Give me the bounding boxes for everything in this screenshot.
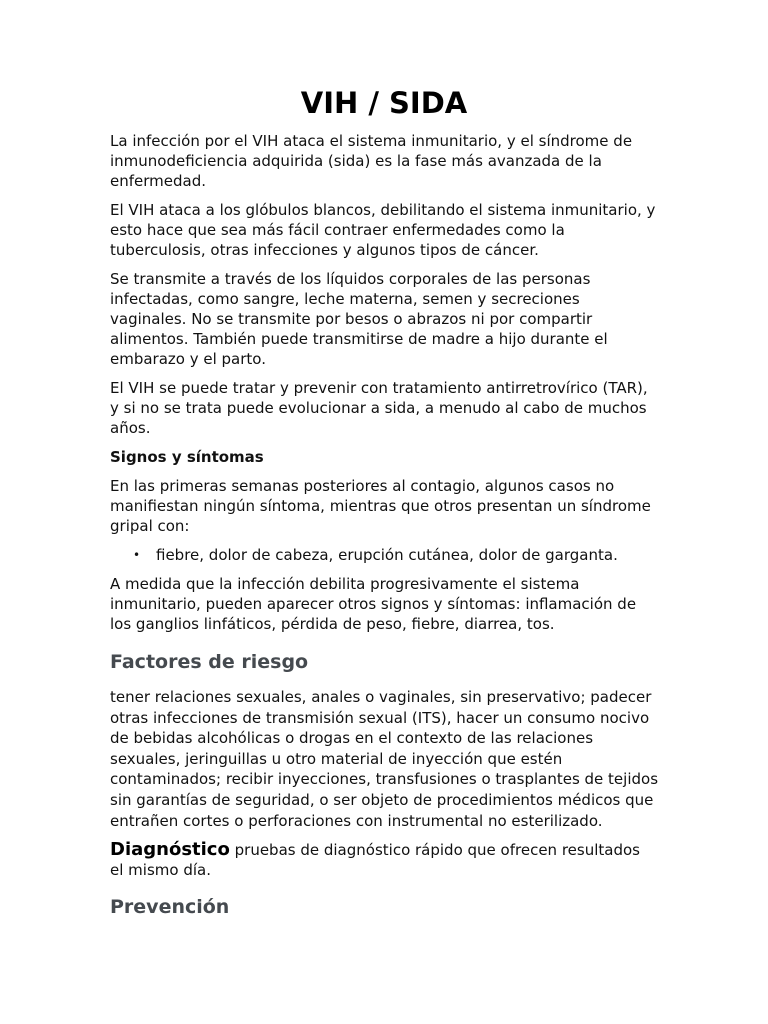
paragraph-intro-2: El VIH ataca a los glóbulos blancos, debilitando el sistema inmunitario, y esto hace que sea más fácil contraer enfermedades como la tuberculosis, otras infecciones y algunos tipos de cáncer.	[110, 201, 656, 259]
signs-intro-paragraph: En las primeras semanas posteriores al contagio, algunos casos no manifiestan ningún síntoma, mientras que otros presentan un síndrome gripal con:	[110, 477, 651, 535]
signs-heading: Signos y síntomas	[110, 448, 264, 466]
paragraph-intro-3: Se transmite a través de los líquidos corporales de las personas infectadas, como sangre, leche materna, semen y secreciones vaginales. No se transmite por besos o abrazos ni por compartir alimentos. También puede transmitirse de madre a hijo durante el embarazo y el parto.	[110, 270, 608, 368]
diagnosis-term: Diagnóstico	[110, 839, 230, 861]
paragraph-intro-1: La infección por el VIH ataca el sistema inmunitario, y el síndrome de inmunodeficiencia adquirida (sida) es la fase más avanzada de la enfermedad.	[110, 132, 633, 190]
risk-factors-heading: Factores de riesgo	[110, 651, 309, 673]
risk-factors-paragraph: tener relaciones sexuales, anales o vaginales, sin preservativo; padecer otras infecciones de transmisión sexual (ITS), hacer un consumo nocivo de bebidas alcohólicas o drogas en el contexto de las relaciones sexuales, jeringuillas u otro material de inyección que estén contaminados; recibir inyecciones, transfusiones o trasplantes de tejidos sin garantías de seguridad, o ser objeto de procedimientos médicos que entrañen cortes o perforaciones con instrumental no esterilizado.	[110, 688, 659, 830]
symptoms-list	[110, 545, 658, 565]
document-title: VIH / SIDA	[300, 86, 468, 120]
signs-after-paragraph: A medida que la infección debilita progresivamente el sistema inmunitario, pueden aparecer otros signos y síntomas: inflamación de los ganglios linfáticos, pérdida de peso, fiebre, diarrea, tos.	[110, 575, 637, 633]
list-item	[133, 545, 658, 565]
bullet-icon: •	[133, 548, 141, 562]
diagnosis-paragraph	[110, 840, 658, 880]
list-item-text: fiebre, dolor de cabeza, erupción cutánea, dolor de garganta.	[156, 546, 618, 564]
prevention-heading: Prevención	[110, 896, 230, 919]
diagnosis-text: pruebas de diagnóstico rápido que ofrecen resultados el mismo día.	[110, 841, 640, 880]
paragraph-intro-4: El VIH se puede tratar y prevenir con tratamiento antirretrovírico (TAR), y si no se trata puede evolucionar a sida, a menudo al cabo de muchos años.	[110, 379, 648, 437]
